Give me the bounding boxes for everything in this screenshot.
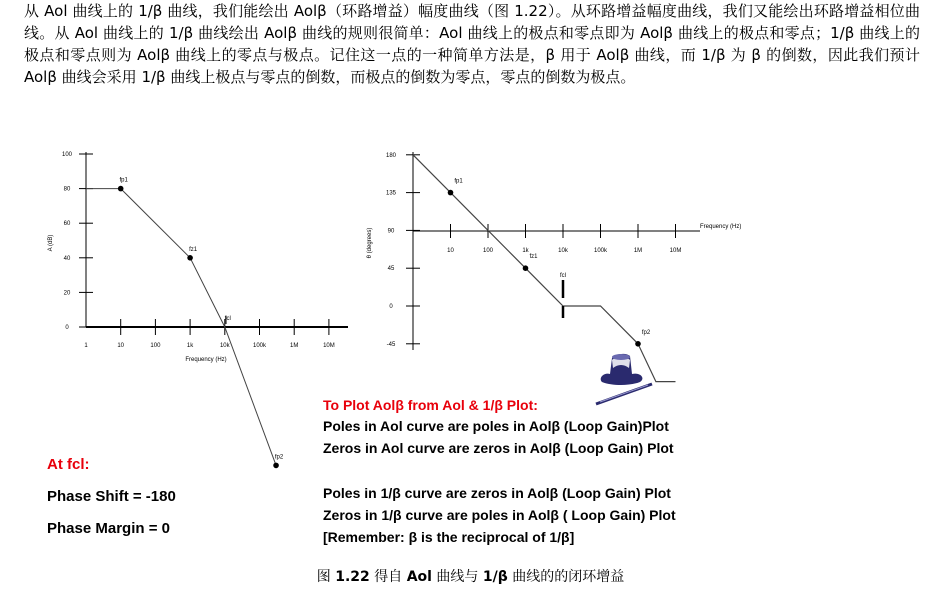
left-x-label: Frequency (Hz) <box>185 357 227 363</box>
right-y-tick-label-0: 180 <box>385 152 397 159</box>
notes-line-5: [Remember: β is the reciprocal of 1/β] <box>323 529 575 545</box>
left-y-tick-label-4: 80 <box>63 186 71 193</box>
right-point-fp1 <box>448 190 454 196</box>
fcl-heading: At fcl: <box>47 456 90 473</box>
left-point-fp2 <box>273 463 279 469</box>
left-marks <box>118 178 284 469</box>
right-point-fz1 <box>523 265 529 271</box>
left-x-tick-label-7: 10M <box>323 343 335 349</box>
left-y-label: A (dB) <box>48 234 54 252</box>
left-x-tick-label-3: 1k <box>186 343 194 349</box>
right-y-tick-label-2: 90 <box>387 228 395 235</box>
phase-margin: Phase Margin = 0 <box>47 520 170 537</box>
caption-aol: Aol <box>406 569 432 585</box>
notes-line-1: Poles in Aol curve are poles in Aolβ (Loop Gain)Plot <box>323 418 669 434</box>
fcl-block <box>47 456 176 537</box>
right-y-ticks <box>386 153 420 348</box>
right-y-label: θ (degrees) <box>367 227 373 259</box>
left-annotation-fz1: fz1 <box>189 246 198 253</box>
right-chart <box>367 152 741 382</box>
left-annotation-fp2: fp2 <box>274 454 284 461</box>
right-x-tick-label-2: 1k <box>522 248 529 254</box>
left-y-tick-label-5: 100 <box>61 152 73 158</box>
left-x-tick-label-6: 1M <box>290 343 299 349</box>
left-x-tick-label-1: 10 <box>117 343 125 349</box>
right-annotation-fp2: fp2 <box>641 329 651 336</box>
right-annotation-fcl: fcl <box>560 273 566 279</box>
right-series-line <box>413 155 676 382</box>
right-x-tick-label-4: 100k <box>593 248 608 254</box>
right-x-ticks <box>447 224 681 254</box>
left-x-tick-label-4: 10k <box>219 343 230 349</box>
right-annotation-fz1: fz1 <box>529 254 538 261</box>
wizard-hat-icon <box>596 354 652 404</box>
left-x-tick-label-0: 1 <box>84 343 88 349</box>
left-x-tick-label-2: 100 <box>150 343 161 349</box>
left-y-ticks <box>62 152 93 331</box>
right-marks <box>448 179 651 347</box>
left-point-fp1 <box>118 186 124 192</box>
figure-caption <box>0 566 941 586</box>
body-paragraph: 从 Aol 曲线上的 1/β 曲线，我们能绘出 Aolβ（环路增益）幅度曲线（图 1.22）。从环路增益幅度曲线，我们又能绘出环路增益相位曲线。从 Aol 曲线上的 1/β 曲线绘出 Aolβ 曲线的规则很简单：Aol 曲线上的极点和零点即为 Aolβ 曲线上的极点和零点；1/β 曲线上的极点和零点则为 Aolβ 曲线上的零点与极点。记住这一点的一种简单方法是，β 用于 Aolβ 曲线，而 1/β 为 β 的倒数，因此我们预计 Aolβ 曲线会采用 1/β 曲线上极点与零点的倒数，而极点的倒数为零点，零点的倒数为极点。 <box>24 2 920 86</box>
left-y-tick-label-3: 60 <box>63 221 71 228</box>
left-y-tick-label-2: 40 <box>63 255 71 262</box>
right-annotation-fp1: fp1 <box>454 178 463 185</box>
caption-text: 得自 <box>369 569 407 585</box>
left-x-ticks <box>84 319 334 349</box>
right-x-tick-label-0: 10 <box>447 248 454 254</box>
left-annotation-fcl: fcl <box>224 316 231 322</box>
right-y-tick-label-3: 45 <box>387 266 395 273</box>
notes-heading: To Plot Aolβ from Aol & 1/β Plot: <box>323 397 538 413</box>
caption-suffix: 曲线的的闭环增益 <box>507 569 625 585</box>
caption-mid: 曲线与 <box>431 569 483 585</box>
notes-line-4: Zeros in 1/β curve are poles in Aolβ ( Loop Gain) Plot <box>323 507 676 523</box>
right-point-fp2 <box>635 341 641 347</box>
right-x-tick-label-5: 1M <box>633 248 643 254</box>
notes-line-2: Zeros in Aol curve are zeros in Aolβ (Loop Gain) Plot <box>323 440 674 456</box>
left-x-tick-label-5: 100k <box>252 343 267 349</box>
phase-shift: Phase Shift = -180 <box>47 488 176 505</box>
caption-beta: 1/β <box>482 569 508 585</box>
left-chart <box>48 152 348 468</box>
right-y-tick-label-4: 0 <box>389 304 393 310</box>
left-annotation-fp1: fp1 <box>119 177 128 184</box>
left-y-tick-label-1: 20 <box>63 290 71 297</box>
right-x-tick-label-1: 100 <box>482 248 494 254</box>
caption-number: 1.22 <box>335 569 370 585</box>
left-y-tick-label-0: 0 <box>65 325 69 331</box>
caption-prefix: 图 <box>316 569 336 585</box>
right-x-tick-label-6: 10M <box>669 248 682 254</box>
left-point-fz1 <box>187 255 193 261</box>
right-x-tick-label-3: 10k <box>558 248 568 254</box>
notes-block <box>323 397 676 545</box>
right-x-label: Frequency (Hz) <box>700 224 742 230</box>
notes-line-3: Poles in 1/β curve are zeros in Aolβ (Loop Gain) Plot <box>323 485 671 501</box>
right-y-tick-label-1: 135 <box>385 190 397 197</box>
right-y-tick-label-5: -45 <box>386 341 396 348</box>
